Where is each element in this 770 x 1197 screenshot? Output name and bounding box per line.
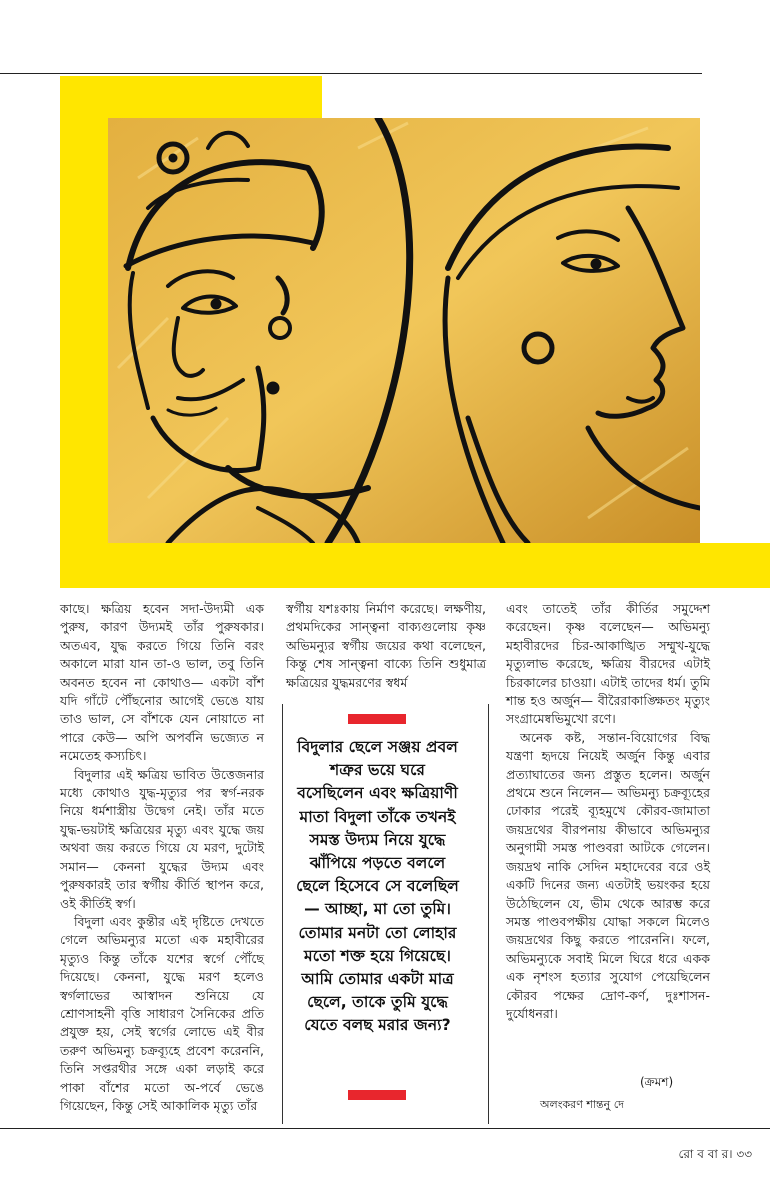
yellow-accent-band bbox=[60, 543, 770, 588]
pullquote: বিদুলার ছেলে সঞ্জয় প্রবল শত্রুর ভয়ে ঘরে বসেছিলেন এবং ক্ষত্রিয়াণী মাতা বিদুলা তাঁকে তখনই সমস্ত উদ্যম নিয়ে যুদ্ধে ঝাঁপিয়ে পড়তে বললে ছেলে হিসেবে সে বলেছিল— আচ্ছা, মা তো তুমি। তোমার মনটা তো লোহার মতো শক্ত হয়ে গিয়েছে। আমি তোমার একটা মাত্র ছেলে, তাকে তুমি যুদ্ধে যেতে বলছ মরার জন্য? bbox=[296, 738, 459, 1035]
article-column-1 bbox=[60, 600, 264, 1115]
article-column-2 bbox=[286, 600, 486, 692]
pullquote-bottom-bar bbox=[348, 1090, 406, 1100]
illustration-two-figures-icon bbox=[108, 118, 700, 543]
paragraph: এবং তাতেই তাঁর কীর্তির সমুদ্দেশ করেছেন। কৃষ্ণ বলেছেন— অভিমন্যু মহাবীরদের চির-আকাঙ্খিত সম্মুখ-যুদ্ধে মৃত্যুলাভ করেছে, ক্ষত্রিয় বীরদের এটাই চিরকালের চাওয়া। এটাই তাদের ধর্ম। তুমি শান্ত হও অর্জুন— বীরৈরাকাঙ্ক্ষিতং মৃত্যুং সংগ্রামেষ্বভিমুখো রণে। bbox=[506, 601, 710, 727]
illustration-credit: অলংকরণ শান্তনু দে bbox=[540, 1098, 624, 1111]
column-divider bbox=[488, 704, 489, 1124]
column-divider bbox=[282, 704, 283, 1124]
paragraph: স্বর্গীয় যশঃকায় নির্মাণ করেছে। লক্ষণীয়, প্রথমদিকের সান্ত্বনা বাক্যগুলোয় কৃষ্ণ অভিমন্যুর স্বর্গীয় জয়ের কথা বলেছেন, কিন্তু শেষ সান্ত্বনা বাক্যে তিনি শুধুমাত্র ক্ষত্রিয়ের যুদ্ধমরণের স্বধর্ম bbox=[286, 601, 486, 690]
pullquote-top-bar bbox=[348, 714, 406, 724]
serial-note: (ক্রমশ) bbox=[640, 1075, 674, 1089]
bottom-rule bbox=[0, 1128, 770, 1129]
page-folio: রো ব বা র। ৩৩ bbox=[678, 1147, 752, 1161]
paragraph: কাছে। ক্ষত্রিয় হবেন সদা-উদ্যমী এক পুরুষ, কারণ উদ্যমই তাঁর পুরুষকার। অতএব, যুদ্ধ করতে গিয়ে তিনি বরং অকালে মারা যান তা-ও ভাল, তবু তিনি অবনত হবেন না কোথাও— একটা বাঁশ যদি গাঁটে পৌঁছনোর আগেই ভেঙে যায় তাও ভাল, সে বাঁশকে যেন নোয়াতে না পারে কেউ— অপি অপর্বনি ভজ্যেত ন নমেতেহ কস্যচিৎ। bbox=[60, 601, 264, 764]
paragraph: অনেক কষ্ট, সন্তান-বিয়োগের বিদ্ধ যন্ত্রণা হৃদয়ে নিয়েই অর্জুন কিন্তু এবার প্রত্যাঘাতের জন্য প্রস্তুত হলেন। অর্জুন প্রথমে শুনে নিলেন— অভিমন্যু চক্রব্যূহের ঢোকার পরেই ব্যূহমুখে কৌরব-জামাতা জয়দ্রথের বীরপনায় কীভাবে অভিমন্যুর অনুগামী সমস্ত পাণ্ডবরা আটকে গেলেন। জয়দ্রথ নাকি সেদিন মহাদেবের বরে ওই একটি দিনের জন্য এতটাই ভয়ংকর হয়ে উঠেছিলেন যে, ভীম থেকে আরম্ভ করে সমস্ত পাণ্ডবপক্ষীয় যোদ্ধা সকলে মিলেও জয়দ্রথের কিছু করতে পারেননি। ফলে, অভিমন্যুকে সবাই মিলে ঘিরে ধরে একক এক নৃশংস হত্যার সুযোগ পেয়েছিলেন কৌরব পক্ষের দ্রোণ-কর্ণ, দুঃশাসন-দুর্যোধনরা। bbox=[506, 729, 710, 1021]
article-column-3 bbox=[506, 600, 710, 1023]
paragraph: বিদুলার এই ক্ষত্রিয় ভাবিত উত্তেজনার মধ্যে কোথাও যুদ্ধ-মৃত্যুর পর স্বর্গ-নরক নিয়ে ধর্মশাস্ত্রীয় উদ্বেগ নেই। তাঁর মতে যুদ্ধ-ভয়টাই ক্ষত্রিয়ের মৃত্যু এবং যুদ্ধে জয় অথবা জয় করতে গিয়ে যে মরণ, দুটোই সমান— কেননা যুদ্ধের উদ্যম এবং পুরুষকারই তার স্বর্গীয় কীর্তি স্থাপন করে, ওই কীর্তিই স্বর্গ। bbox=[60, 766, 264, 911]
paragraph: বিদুলা এবং কুন্তীর এই দৃষ্টিতে দেখতে গেলে অভিমন্যুর মতো এক মহাবীরের মৃত্যুও কিন্তু তাঁকে যশের স্বর্গে পৌঁছে দিয়েছে। কেননা, যুদ্ধে মরণ হলেও স্বর্গলাভের আস্বাদন শুনিয়ে যে শ্রোণসাহনী বৃত্তি সাধারণ সৈনিকের প্রতি প্রযুক্ত হয়, সেই স্বর্গের লোভে এই বীর তরুণ অভিমন্যু চক্রব্যূহে প্রবেশ করেননি, তিনি সপ্তরথীর সঙ্গে একা লড়াই করে পাকা বাঁশের মতো অ-পর্বে ভেঙে গিয়েছেন, কিন্তু সেই আকালিক মৃত্যু তাঁর bbox=[60, 913, 264, 1113]
top-rule bbox=[0, 73, 702, 74]
